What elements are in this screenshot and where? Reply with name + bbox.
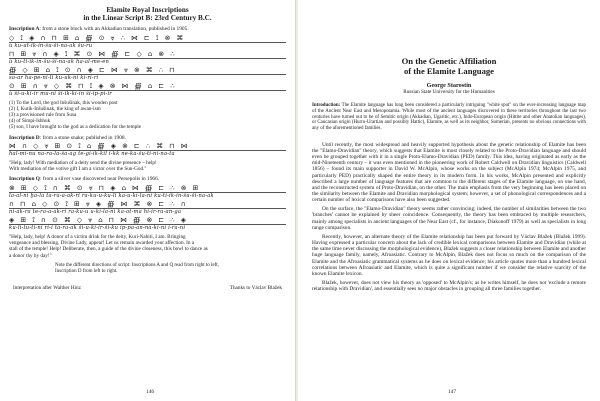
transliteration-line: ù ku-ut-ik-in-šu-ši-na-ak šu-ru	[9, 42, 93, 49]
inscription-q-block	[9, 184, 286, 231]
credits-line	[9, 285, 286, 291]
body-paragraph: On the surface, the "Elamo-Dravidian" theory seems rather convincing; indeed, the number of similarities between the two 'branches' cannot be explained by sheer coincidence. Consequently, the theory has been embraced by multiple researchers, mainly among specialists in ancient languages of the Near East (cf., for instance, Diakonoff 1979) as well as specialists in long range comparison.	[312, 206, 586, 231]
linear-elamite-glyph-line: ⊗ ⊞ ◇ ⟟ ∩ ⌘ ⊙ ⩔ ⊓ ◈ ⌂ ⋈ ∰ ⊏ ∴ ⊗ ⊞	[9, 184, 286, 193]
inscription-a-heading: Inscription A: from a stone block with an Akkadian translation, published in 1905.	[9, 26, 189, 32]
transliteration-line: ni-ak-ra te-ra-a-ak-ri ra-ku-u u-ki-la-ni ka-at-ma hi-ir-ra-an-ga	[9, 208, 182, 215]
body-paragraph: Until recently, the most widespread and heavily supported hypothesis about the genetic relationship of Elamite has been the "Elamo-Dravidian" theory, which suggests that Elamite is most closely related to the Proto-Dravidian language and should even be grouped together with it in a single Proto-Elamo-Dravidian (PED) family. This idea, having originated as early as the mid-Nineteenth century – it was even mentioned in the pioneering work of Robert Caldwell on Dravidian linguistics (Caldwell 1856) – found its main supporter in David W. McAlpin, whose works on the subject (McAlpin 1974; McAlpin 1975, and particularly PED) practically shaped the entire theory in its modern form. In his works, McAlpin presented and explicitly described a large number of language features that are common to the different stages of the Elamite language, on one hand, and the reconstructed system of Proto-Dravidian, on the other. The main emphasis from the very beginning has been placed on the similarity between the Elamite and Dravidian morphological system; however, a set of phonological correspondences and a certain number of lexical comparisons have also been suggested.	[312, 141, 586, 204]
transliteration-line: ù ši-u-ki-ir mu-ni ši-ik-ki-in ši-ip-pi-ir	[9, 90, 112, 97]
article-title: On the Genetic Affiliation of the Elamite Language	[401, 56, 497, 76]
inscription-q-heading: Inscription Q: from a silver vase discovered near Persepolis in 1966.	[9, 176, 160, 183]
transliteration-line: ku-li-tu-ti-ni ri-i ta-ra-ak ši-u-ki-ir-ši-ku ip-pa-an-na-ki-ni i-ra-ni	[9, 224, 186, 231]
plate-title: Elamite Royal Inscriptions in the Linear Script B: 23rd Century B.C.	[83, 6, 212, 22]
thanks-credit: Thanks to Václav Blažek	[229, 284, 282, 291]
linear-elamite-glyph-line: ∰ ◇ ⊞ ⌂ ⟟ ⊙ ∩ ◈ ⊏ ⋈ ⩔ ⊗ ⌘ ∴ ⊓	[9, 66, 286, 75]
page-number-right: 147	[448, 389, 457, 395]
inscription-d-block	[9, 142, 286, 157]
linear-elamite-glyph-line: ◇ ⟟ ◈ ∩ ⊓ ⊞ ⌂ ∰ ⊙ ⩔ ∴ ⋈ ⊏ ⟟ ⊗ ⌘	[9, 34, 286, 43]
transliteration-line: hal-mi-nu na-ra-la-ša-ag te-gi-ik-kil i-kk ne-ka-šu-ti-ni-na-ta	[9, 151, 175, 158]
inscription-a-block	[9, 34, 286, 97]
interpretation-credit: Interpretation after Walther Hinz	[13, 284, 81, 291]
linear-elamite-glyph-line: ◈ ⊞ ⟟ ∩ ⊙ ⌘ ◇ ⩔ ⌂ ⊓ ⋈ ∰ ⊗ ⊏ ∴ ◈	[9, 216, 286, 225]
author-affiliation: Russian State University for the Humanities	[403, 89, 495, 95]
page-number-left: 146	[146, 389, 155, 395]
body-paragraph: Recently, however, an alternate theory of the Elamite relationship has been put forward by Václav Blažek (Blažek 1999). Having expressed a particular concern about the lack of credible lexical comparisons between Elamite and Dravidian (while at the same time never discussing the morphological evidence), Blažek suggests a closer relationship between Elamite and another huge language family, namely, Afroasiatic. Contrary to McAlpin, Blažek does not focus so much on the comparison of the Elamite and the Afroasiatic grammatical systems as he does on lexical evidence; his article quotes more than a hundred lexical correlations between Afroasiatic and Elamite, which is quite a significant number if we consider the relative scarcity of the known Elamite lexicon.	[312, 233, 586, 277]
body-paragraph: Blažek, however, does not view his theory as 'opposed' to McAlpin's; as he writes himself, he does not 'exclude a remote relationship with Dravidian', and essentially sees no major obstacles in grouping all three families together.	[312, 280, 586, 293]
inscription-a-translation: (1) To the Lord, the god Inšušinak, this wooden post (2) I, Kutik-Inšušinak, the king of awan-ism (3) a provisioned rule from Susa (4) of Šimpi-Ishhuk (5) son, I have brought to the god as a dedication for the temple	[9, 99, 141, 131]
left-page	[0, 0, 296, 401]
linear-elamite-glyph-line: ⋈ ∩ ◇ ⩔ ⊞ ⊙ ⟟ ⌂ ∰ ◈ ⊗ ⊏ ∴ ⌘ ⊓ ⋈	[9, 142, 286, 151]
linear-elamite-glyph-line: ∩ ⊓ ⌂ ◇ ⊙ ⟟ ⊞ ⩔ ◈ ∰ ⋈ ⌘ ⊗ ⊏ ∴ ∩	[9, 200, 286, 209]
linear-elamite-glyph-line: ⊙ ⊞ ∩ ⩔ ◇ ⌘ ⊓ ⟟ ◈ ⊗ ⋈ ∰ ⌂ ⊏ ∴	[9, 82, 286, 91]
transliteration-line: ù ku-ti-ik-in-šu-ši-na-ak ha-al-me-en	[9, 58, 110, 65]
linear-elamite-glyph-line: ⊓ ⊞ ⩔ ∩ ◈ ⟟ ⌘ ⊙ ⋈ ∰ ⊏ ◇ ⌂ ⊗ ∴	[9, 50, 286, 59]
article-body	[312, 132, 586, 368]
inscription-d-heading: Inscription D: from a stone snake; published in 1908.	[9, 134, 126, 141]
inscription-q-translation: "Help, lady, help! A donor of a victim drink for the deity, Kuri-Nahiti, I am. Bringing vengeance and blessing, Divine Lady, appear! Let us remain awarded your affection. In a stall of the temple! Help! Deliberate, then, a guide of the divine closeness, this bowl to dance as a donor thy by day!"	[9, 233, 208, 259]
transliteration-line: la-al-ni ḫa-la ta-ra-a-ak-ri ra-ku-u-ku-li ka-u-ki-la-ni ku-ti-ik-in-šu-ši-na-ak	[9, 192, 214, 199]
right-page	[298, 0, 600, 401]
inscription-d-translation: "Help, lady! With mediation of a deity send the divine presence – help! With mediation of the votive gift I am a victor over the Sun-God."	[9, 160, 157, 173]
author-name: George Starostin	[426, 82, 472, 89]
introduction-paragraph: Introduction: The Elamite language has long been considered a particularly intriguing "white spot" on the ever-increasing language map of the Ancient Near East and Mesopotamia. While most of the ancient languages discovered in these territories throughout the last two centuries have turned out to be of Semitic origin (Akkadian, Ugaritic, etc.), Indo-European origin (Hittite and other Anatolian languages), or Caucasian origin (Hurro-Urartian and possibly Hattic), Elamite, as well as its neighbor, Sumerian, presents no obvious connections with any of the aforementioned families.	[312, 103, 586, 132]
transliteration-line: sa-ar ha-pe-ni-li ku-uk-ni ki-ri-ri	[9, 74, 99, 81]
script-direction-note: Note the different directions of script: Inscriptions A and Q read from right to left, Inscription D from left to right.	[55, 262, 219, 274]
